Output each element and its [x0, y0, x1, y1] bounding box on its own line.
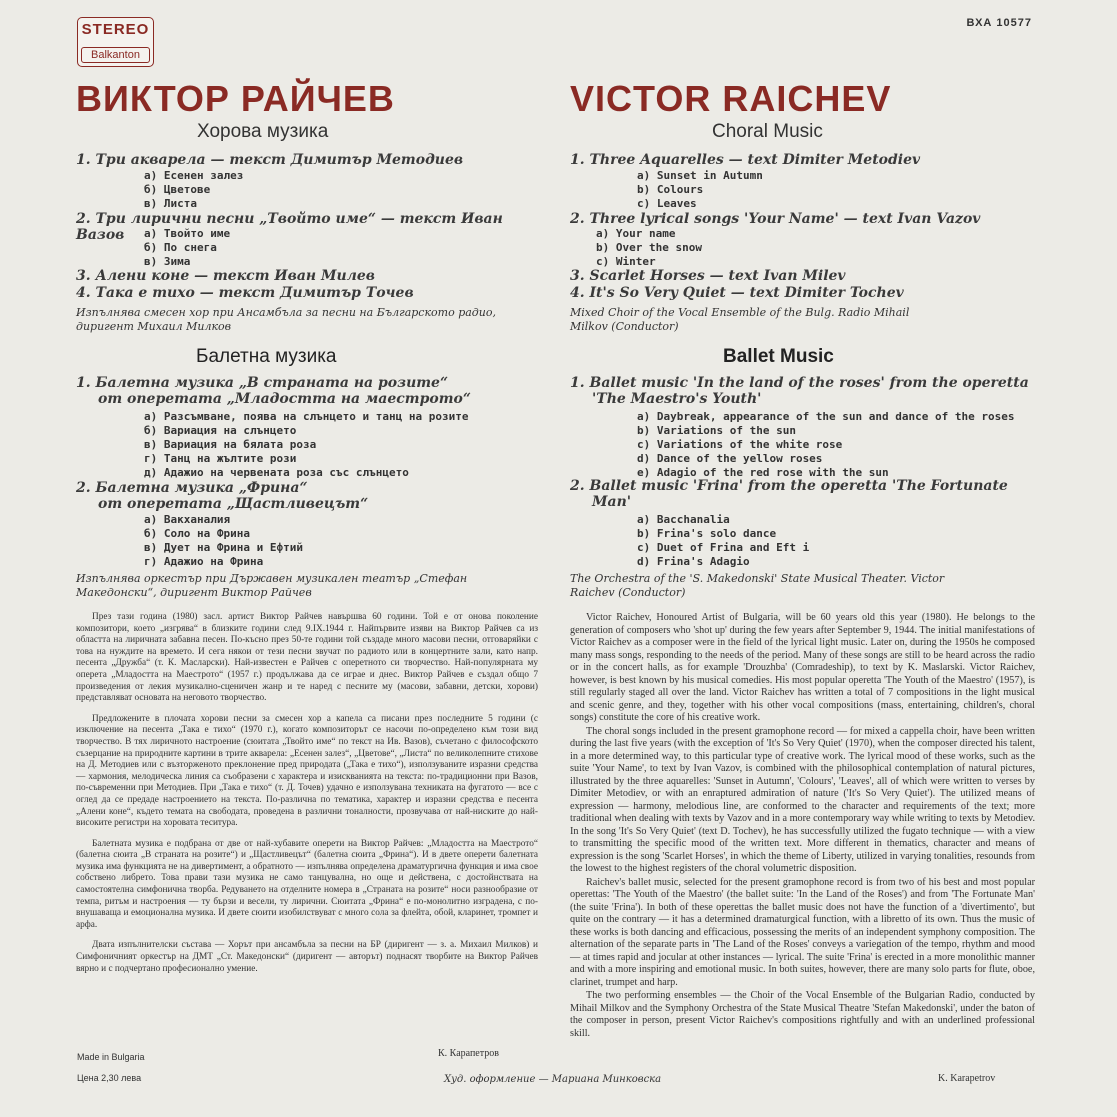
bg-ballet-heading: Балетна музика [196, 346, 337, 367]
bg-ballet-item-2: 2. Балетна музика „Фрина“ от оперетата „Щастливецът“ [76, 480, 369, 512]
en-choral-sub1: a) Sunset in Autumn b) Colours c) Leaves [637, 169, 763, 210]
en-liner-notes [570, 612, 1035, 1040]
en-note-paragraph: The choral songs included in the present gramophone record — for mixed a cappella choir, have been written during the last five years (with the exception of 'It's So Very Quiet' (1970), when the composer directed his talent, in a more determined way, to this particular type of creative work. The lyrical mood of these works, such as the suite 'Your Name', to text by Ivan Vazov, is combined with the philosophical contemplation of natural pictures, illustrated by the three aquarelles: 'Sunset in Autumn', 'Colours', 'Leaves', all of which were written to verses by Dimiter Metodiev, or with an enraptured admiration of nature ('It's So Very Quiet'). The utilized means of expression — harmony, melodious line, are conformed to the character and requirements of the text; more traditional when dealing with texts by Vazov and in a more contemporary way while writing to texts by Metodiev. In the song 'It's So Very Quiet' (text D. Tochev), he has successfully utilized the fugato technique — with a view to transmitting the specific mood of the written text. More different in thematics, character and means of expression is the song 'Scarlet Horses', in which the theme of Liberty, utilized in varying tonalities, resounds from the lowest to the highest registers of the choral volumetric disposition. [570, 725, 1035, 874]
en-choral-item-3: 3. Scarlet Horses — text Ivan Milev [570, 268, 846, 284]
en-note-paragraph: The two performing ensembles — the Choir of the Vocal Ensemble of the Bulgarian Radio, conducted by Mihail Milkov and the Symphony Orchestra of the State Musical Theatre 'Stefan Makedonski', under the baton of the composer in person, present Victor Raichev's compositions rightfully and with an underlined professional skill. [570, 990, 1035, 1039]
en-choral-item-4: 4. It's So Very Quiet — text Dimiter Tochev [570, 285, 904, 301]
en-ballet-item-2: 2. Ballet music 'Frina' from the operetta 'The Fortunate Man' [570, 478, 1008, 510]
en-choral-item-2: 2. Three lyrical songs 'Your Name' — text Ivan Vazov [570, 211, 981, 227]
bg-choral-item-4: 4. Така е тихо — текст Димитър Точев [76, 285, 414, 301]
catalog-number: ВХА 10577 [966, 17, 1032, 29]
bg-choral-performer: Изпълнява смесен хор при Ансамбъла за песни на Българското радио, диригент Михаил Милков [76, 306, 496, 333]
en-signature: K. Karapetrov [938, 1073, 996, 1084]
bg-note-paragraph: Двата изпълнителски състава — Хорът при ансамбъла за песни на БР (диригент — з. а. Михаил Милков) и Симфоничният оркестър на ДМТ „Ст. Македонски“ (диригент — авторът) поднасят творбите на Виктор Райчев вярно и с подчертано професионално умение. [76, 940, 538, 974]
en-ballet-sub2: a) Bacchanalia b) Frina's solo dance c) Duet of Frina and Eft i d) Frina's Adagio [637, 513, 810, 568]
logo-stereo-text: STEREO [81, 21, 150, 38]
subtitle-bg: Хорова музика [197, 121, 329, 142]
bg-choral-item-1: 1. Три акварела — текст Димитър Методиев [76, 152, 464, 168]
en-ballet-heading: Ballet Music [723, 346, 834, 367]
bg-signature: К. Карапетров [438, 1048, 499, 1059]
art-design-credit: Худ. оформление — Мариана Минковска [444, 1074, 662, 1085]
subtitle-en: Choral Music [712, 121, 823, 142]
bg-ballet-sub2: а) Вакханалия б) Соло на Фрина в) Дует на Фрина и Ефтий г) Адажио на Фрина [144, 513, 303, 568]
bg-note-paragraph: През тази година (1980) засл. артист Виктор Райчев навършва 60 години. Той е от онова поколение композитори, което „изгрява“ в близките години след 9.IX.1944 г. Найпървите изяви на Виктор Райчев са из областта на лиричната забавна песен. По-късно през 50-те години той създаде много масови песни, отговаряйки с това на нуждите на времето. И сега някои от тези песни звучат по радиото или в концертните зали, като напр. песента „Дружба“ (т. К. Масларски). Най-известен е Райчев с оперетното си творчество. Най-популярната му оперета „Младостта на Маестрото“ (1957 г.) продължава да се играе и днес. Виктор Райчев е създал общо 7 произведения от лекия музикално-сценичен жанр и те наред с песните му (масови, забавни, детски, хорови) представляват основата на неговото творчество. [76, 612, 538, 704]
en-choral-performer: Mixed Choir of the Vocal Ensemble of the Bulg. Radio Mihail Milkov (Conductor) [570, 306, 910, 333]
bg-ballet-item-1: 1. Балетна музика „В страната на розите“ от оперетата „Младостта на маестрото“ [76, 375, 471, 407]
composer-title-bg: ВИКТОР РАЙЧЕВ [76, 78, 395, 119]
bg-note-paragraph: Балетната музика е подбрана от две от най-хубавите оперети на Виктор Райчев: „Младостта на Маестрото“ (балетна сюита „В страната на розите“) и „Щастливецът“ (балетна сюита „Фрина“). И в двете оперети балетната музика има функцията не на дивертимент, а обратното — изпълнява определена драматургична функция и има свое собствено либрето. Това прави тази музика не само танцувална, но още и действена, с достойнствата на самостоятелна симфонична творба. Редуването на отделните номера в „Страната на розите“ носи разнообразие от темпа, ритъм и настроения — ту бързи и весели, ту лирични. Сюитата „Фрина“ е по-монолитно изградена, с по-внушаваща и емоционална музика. И двете сюити изобилствуват с много сола за флейта, обой, кларинет, тромпет и арфа. [76, 838, 538, 930]
stereo-balkanton-logo [77, 17, 154, 67]
bg-note-paragraph: Предложените в плочата хорови песни за смесен хор а капела са писани през последните 5 години (с изключение на песента „Така е тихо“ (1970 г.), когато композиторът се насочи по-определено към този вид творчество. В тях лиричното настроение (сюитата „Твойто име“ по текст на Ив. Вазов), съчетано с философското съзерцание на природните картини в трите акварела: „Есенен залез“, „Цветове“, „Листа“ по великолепните стихове на Д. Методиев или с възторженото преклонение пред природата („Така е тихо“), използуваните изразни средства — хармония, мелодическа линия са съобразени с характера и изискванията на текста: по-традиционни при Вазов, по-съвременни при Методиев. При „Така е тихо“ (т. Д. Точев) удачно е използувана техниката на фугатото — все с оглед да се предаде настроението на текста. По-различна по тематика, характер и изразни средства е песента „Алени коне“, където темата на свободата, проведена в различни тоналности, прозвучава от най-ниските до най-високите регистри на хоровата теситура. [76, 713, 538, 829]
logo-balkanton-text: Balkanton [81, 47, 150, 63]
made-in-bulgaria: Made in Bulgaria [77, 1052, 145, 1062]
en-choral-sub2: a) Your name b) Over the snow c) Winter [596, 227, 702, 268]
en-note-paragraph: Raichev's ballet music, selected for the present gramophone record is from two of his best and most popular operettas: 'The Youth of the Maestro' (the ballet suite: 'In the Land of the Roses') and from 'The Fortunate Man' (the suite 'Frina'). In both of these operettas the ballet music does not have the function of a 'divertimento', but quite on the contrary — it has a determined dramaturgical function, with a libretto of its own. Thus the music of these works is both dancing and efficacious, possessing the merits of an independent symphony composition. The alternation of the separate parts in 'The Land of the Roses' conveys a variegation of the tempo, rhythm and mood — at times rapid and jocular at other instances — lyrical. The suite 'Frina' is erected in a more monolithic manner and with a more inspiring and emotional music. In both suites, however, there are many solo parts for flute, oboe, clarinet, trumpet and harp. [570, 876, 1035, 988]
en-ballet-item-1: 1. Ballet music 'In the land of the roses' from the operetta 'The Maestro's Youth' [570, 375, 1029, 407]
bg-liner-notes [76, 612, 538, 975]
en-note-paragraph: Victor Raichev, Honoured Artist of Bulgaria, will be 60 years old this year (1980). He belongs to the generation of composers who 'shot up' during the few years after September 9, 1944. The initial manifestations of Victor Raichev as a composer were in the field of the lyrical light music. Later on, during the 1950s he composed many mass songs, responding to the needs of the period. Many of these songs are still to be heard across the radio or in the concert halls, as for example 'Drouzhba' (Comradeship), to text by K. Maslarski. Victor Raichev, however, is best known by his musical comedies. His most popular operetta 'The Youth of the Maestro' (1957), is still regularly staged all over the land. Victor Raichev has written a total of 7 compositions in the light musical and scenic genre, and they, together with his other vocal compositions (mass, entertaining, children's, choral songs) constitute the core of his creative work. [570, 612, 1035, 723]
en-ballet-performer: The Orchestra of the 'S. Makedonski' State Musical Theater. Victor Raichev (Conductor) [570, 572, 945, 599]
bg-choral-item-2: 2. Три лирични песни „Твойто име“ — текст Иван Вазов [76, 211, 503, 243]
bg-ballet-sub1: а) Разсъмване, поява на слънцето и танц на розите б) Вариация на слънцето в) Вариация на бялата роза г) Танц на жълтите рози д) Адажио на червената роза със слънцето [144, 410, 469, 479]
price-label: Цена 2,30 лева [77, 1073, 142, 1083]
bg-choral-item-3: 3. Алени коне — текст Иван Милев [76, 268, 375, 284]
bg-ballet-performer: Изпълнява оркестър при Държавен музикален театър „Стефан Македонски“, диригент Виктор Райчев [76, 572, 468, 599]
en-choral-item-1: 1. Three Aquarelles — text Dimiter Metodiev [570, 152, 921, 168]
en-ballet-sub1: a) Daybreak, appearance of the sun and dance of the roses b) Variations of the sun c) Variations of the white rose d) Dance of the yellow roses e) Adagio of the red rose with the sun [637, 410, 1015, 479]
bg-choral-sub1: а) Есенен залез б) Цветове в) Листа [144, 169, 244, 210]
composer-title-en: VICTOR RAICHEV [570, 78, 892, 119]
bg-choral-sub2: а) Твойто име б) По снега в) Зима [144, 227, 231, 268]
